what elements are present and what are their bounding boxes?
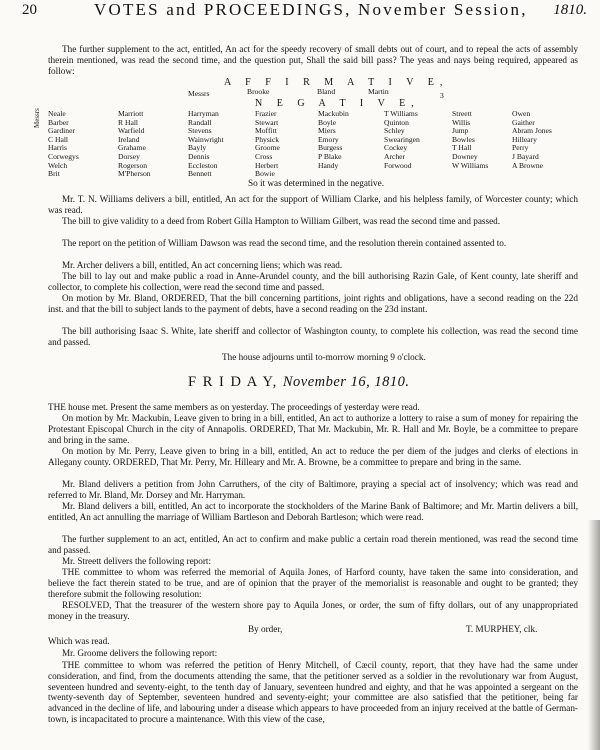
paragraph: On motion by Mr. Bland, ORDERED, That the bill concerning partitions, joint rights and obligations, have a second reading on the 22d inst. and that the bill to subject lands to the payment of debts, have a second reading on the 23d instant.: [48, 293, 578, 314]
negative-label: N E G A T I V E,: [255, 98, 420, 109]
intro-paragraph: The further supplement to the act, entitled, An act for the speedy recovery of small debts out of court, and to repeal the acts of assembly therein mentioned, was read the second time, and the question put, Shall the said bill pass? The yeas and nays being required, appeared as follow:: [48, 44, 578, 76]
negative-column: Marriott R Hall Warfield Ireland Grahame Dorsey Rogerson M'Pherson: [118, 109, 151, 179]
day-name: F R I D A Y,: [188, 374, 278, 390]
paragraph: RESOLVED, That the treasurer of the western shore pay to Aquila Jones, or order, the sum of fifty dollars, out of any unappropriated money in the treasury.: [48, 600, 578, 621]
negative-side-label: Messrs: [33, 108, 41, 128]
negative-column: Harryman Randall Stevens Wainwright Bayly Dennis Eccleston Bennett: [188, 109, 224, 179]
adjourn-line: The house adjourns until to-morrow morning 9 o'clock.: [222, 352, 426, 362]
affirmative-name: Brooke: [247, 87, 270, 96]
paragraph: Mr. Streett delivers the following report:: [62, 556, 212, 566]
clerk-signature: T. MURPHEY, clk.: [466, 624, 538, 634]
paragraph: Mr. Bland delivers a petition from John Carruthers, of the city of Baltimore, praying a special act of insolvency; which was read and referred to Mr. Bland, Mr. Dorsey and Mr. Harryman.: [48, 479, 578, 500]
day-heading: [188, 374, 409, 391]
negative-column: Owen Gaither Abram Jones Hilleary Perry J Bayard A Browne: [512, 109, 552, 170]
paragraph: THE committee to whom was referred the petition of Henry Mitchell, of Cæcil county, report, that they have had the same under consideration, and find, from the documents attending the same, that the petitioner served as a soldier in the revolutionary war from August, seventeen hundred and seventy-eight, to the tenth day of January, seventeen hundred and eighty, and that he was appointed a sergeant on the twenty-seventh day of September, seventeen hundred and seventy-eight; your committee are also satisfied that the petitioner, being far advanced in the decline of life, and labouring under a disease which appears to have proceeded from an injury received at the battle of German-town, is incapacitated to procure a maintenance. With this view of the case,: [48, 660, 578, 724]
day-date: November 16, 1810.: [282, 374, 410, 390]
negative-column: Mackubin Boyle Miers Emory Burgess P Blake Handy: [318, 109, 349, 170]
affirmative-name: Bland: [317, 87, 336, 96]
paragraph: Mr. Archer delivers a bill, entitled, An act concerning liens; which was read.: [62, 260, 343, 270]
page-header: [22, 0, 587, 20]
affirmative-label: A F F I R M A T I V E,: [224, 77, 449, 88]
paragraph: The bill authorising Isaac S. White, late sheriff and collector of Washington county, to complete his collection, was read the second time and passed.: [48, 326, 578, 347]
paragraph: On motion by Mr. Perry, Leave given to bring in a bill, entitled, An act to reduce the per diem of the judges and clerks of elections in Allegany county. ORDERED, That Mr. Perry, Mr. Hilleary and Mr. A. Browne, be a committee to prepare and bring in the same.: [48, 446, 578, 467]
paragraph: On motion by Mr. Mackubin, Leave given to bring in a bill, entitled, An act to authorize a lottery to raise a sum of money for repairing the Protestant Episcopal Church in the city of Annapolis. ORDERED, That Mr. Mackubin, Mr. R. Hall and Mr. Boyle, be a committee to prepare and bring in the same.: [48, 413, 578, 445]
negative-column: Streett Willis Jump Bowles T Hall Downey W Williams: [452, 109, 489, 170]
paragraph: The further supplement to an act, entitled, An act to confirm and make public a certain road therein mentioned, was read the second time and passed.: [48, 534, 578, 555]
friday-opening: THE house met. Present the same members as on yesterday. The proceedings of yesterday were read.: [48, 402, 420, 412]
affirmative-mark: 3: [440, 91, 444, 100]
header-year: 1810.: [553, 2, 587, 18]
vote-result: So it was determined in the negative.: [248, 178, 384, 188]
negative-column: Neale Barber Gardiner C Hall Harris Corwegys Welch Brit: [48, 109, 79, 179]
paragraph: The bill to give validity to a deed from Robert Gilla Hampton to William Gilbert, was read the second time and passed.: [62, 216, 501, 226]
affirmative-messrs: Messrs: [188, 89, 210, 98]
paragraph: Mr. Groome delivers the following report:: [62, 648, 218, 658]
negative-column: T Williams Quinton Schley Swearingen Cockey Archer Forwood: [384, 109, 420, 170]
paragraph: THE committee to whom was referred the memorial of Aquila Jones, of Harford county, have taken the same into consideration, and believe the fact therein stated to be true, and are of opinion that the prayer of the memorialist is reasonable and ought to be granted; they therefore submit the following resolution:: [48, 567, 578, 599]
paragraph: Mr. Bland delivers a bill, entitled, An act to incorporate the stockholders of the Marine Bank of Baltimore; and Mr. Martin delivers a bill, entitled, An act annulling the marriage of William Bartleson and Deborah Bartleson; which were read.: [48, 501, 578, 522]
negative-column: Frazier Stewart Moffitt Physick Groome Cross Herbert Bowie: [255, 109, 280, 179]
paragraph: The report on the petition of William Dawson was read the second time, and the resolution therein contained assented to.: [62, 238, 507, 248]
which-read: Which was read.: [48, 636, 110, 646]
page-number: 20: [22, 2, 37, 18]
affirmative-name: Martin: [368, 87, 389, 96]
paragraph: Mr. T. N. Williams delivers a bill, entitled, An act for the support of William Clarke, and his helpless family, of Worcester county; which was read.: [48, 194, 578, 215]
running-title: VOTES and PROCEEDINGS, November Session,: [94, 0, 528, 19]
paragraph: The bill to lay out and make public a road in Anne-Arundel county, and the bill authorising Razin Gale, of Kent county, late sheriff and collector, to complete his collection, were read the second time and passed.: [48, 271, 578, 292]
page-binding-shadow: [588, 520, 600, 750]
by-order: By order,: [248, 624, 283, 634]
